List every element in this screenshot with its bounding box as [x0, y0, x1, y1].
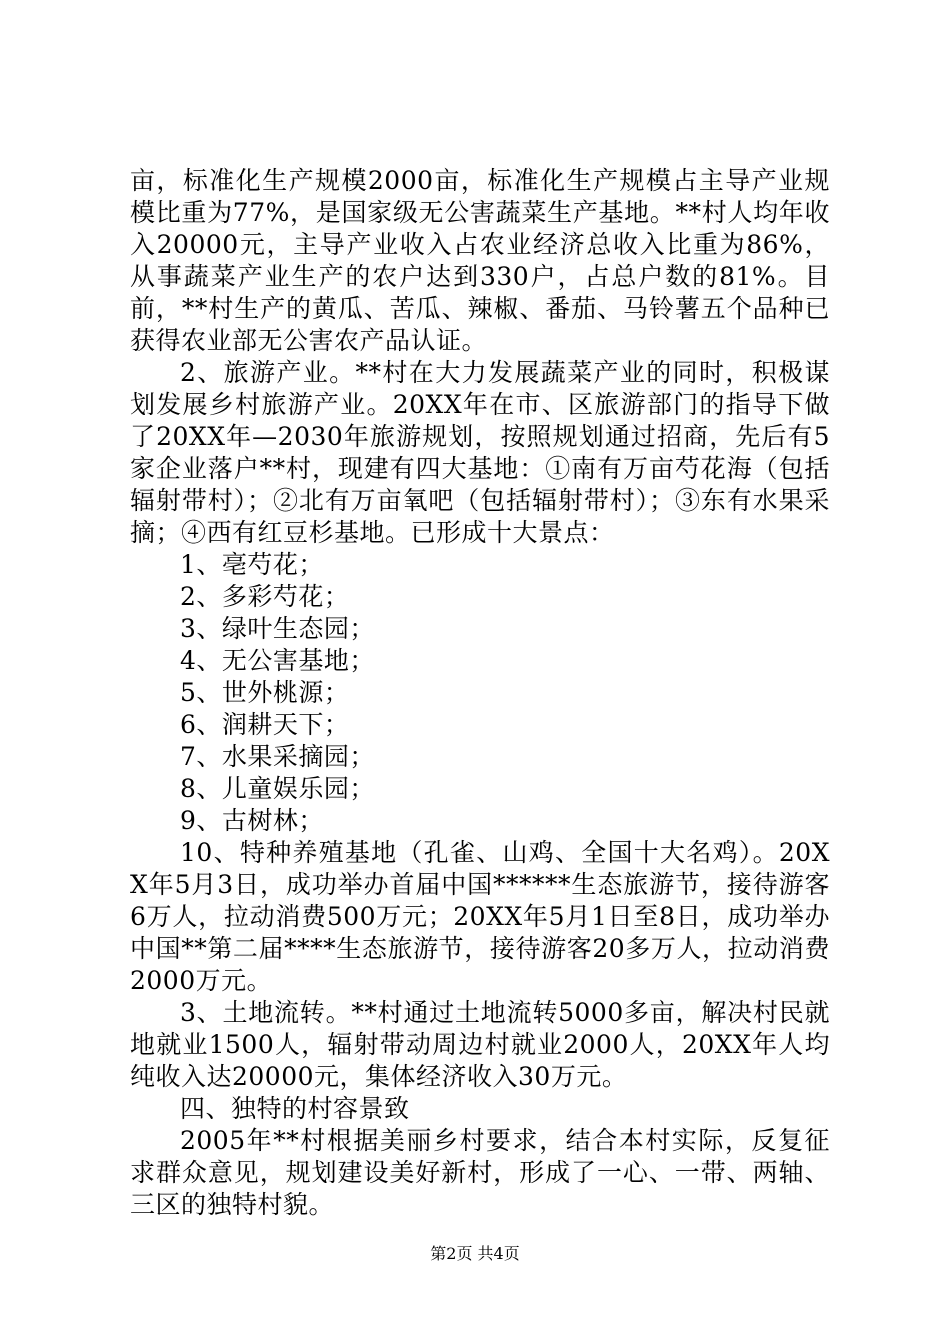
page-number-label: 第2页 共4页 [430, 1244, 520, 1263]
scenic-spot-item: 9、古树林； [180, 806, 324, 835]
paragraph-special-breeding-base: 10、特种养殖基地（孔雀、山鸡、全国十大名鸡）。20XX年5月3日，成功举办首届中国******生态旅游节，接待游客6万人，拉动消费500万元；20XX年5月1日至8日，成功举办中国**第二届****生态旅游节，接待游客20多万人，拉动消费2000万元。 [130, 838, 830, 995]
paragraph-land-transfer: 3、土地流转。**村通过土地流转5000多亩，解决村民就地就业1500人，辐射带动周边村就业2000人，20XX年人均纯收入达20000元，集体经济收入30万元。 [130, 998, 830, 1091]
paragraph-tourism-industry: 2、旅游产业。**村在大力发展蔬菜产业的同时，积极谋划发展乡村旅游产业。20XX年在市、区旅游部门的指导下做了20XX年—2030年旅游规划，按照规划通过招商，先后有5家企业落户**村，现建有四大基地：①南有万亩芍花海（包括辐射带村）；②北有万亩氧吧（包括辐射带村）；③东有水果采摘；④西有红豆杉基地。已形成十大景点： [130, 358, 830, 547]
scenic-spot-item: 8、儿童娱乐园； [180, 774, 375, 803]
document-body [130, 165, 830, 1221]
scenic-spot-item: 2、多彩芍花； [180, 582, 350, 611]
section-heading-village-scenery: 四、独特的村容景致 [180, 1094, 410, 1123]
scenic-spot-item: 7、水果采摘园； [180, 742, 375, 771]
page-footer [0, 1244, 950, 1264]
paragraph-vegetable-industry: 亩，标准化生产规模2000亩，标准化生产规模占主导产业规模比重为77%，是国家级无公害蔬菜生产基地。**村人均年收入20000元，主导产业收入占农业经济总收入比重为86%，从事蔬菜产业生产的农户达到330户，占总户数的81%。目前，**村生产的黄瓜、苦瓜、辣椒、番茄、马铃薯五个品种已获得农业部无公害农产品认证。 [130, 166, 830, 355]
paragraph-village-planning: 2005年**村根据美丽乡村要求，结合本村实际，反复征求群众意见，规划建设美好新村，形成了一心、一带、两轴、三区的独特村貌。 [130, 1126, 830, 1219]
scenic-spot-item: 5、世外桃源； [180, 678, 350, 707]
scenic-spot-item: 4、无公害基地； [180, 646, 375, 675]
scenic-spot-item: 3、绿叶生态园； [180, 614, 375, 643]
scenic-spot-item: 1、亳芍花； [180, 550, 324, 579]
scenic-spot-item: 6、润耕天下； [180, 710, 350, 739]
